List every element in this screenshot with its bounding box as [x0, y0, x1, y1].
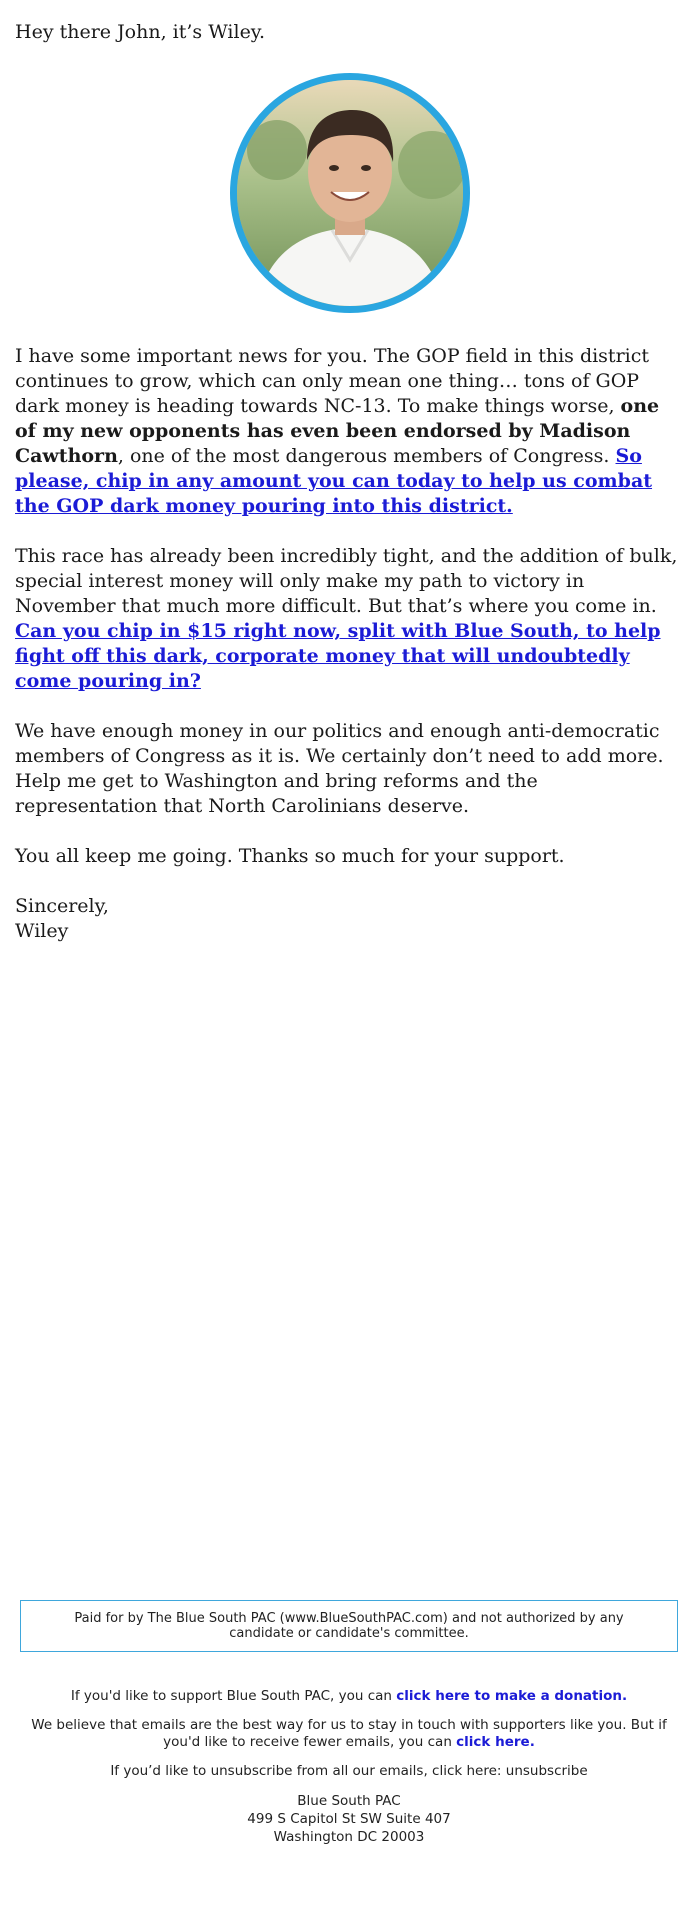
spacer: [15, 869, 685, 894]
org-name: Blue South PAC: [297, 1793, 401, 1809]
support-line: [20, 1688, 678, 1705]
paragraph-1-text-a: I have some important news for you. The GOP field in this district continues to grow, which can only mean one thing… tons of GOP dark money is heading towards NC-13. To make things worse,: [15, 345, 650, 417]
spacer: [15, 694, 685, 719]
donate-link-2[interactable]: Can you chip in $15 right now, split with Blue South, to help fight off this dark, corporate money that will undoubtedly come pouring in?: [15, 620, 661, 692]
paragraph-2: [15, 544, 685, 694]
unsubscribe-line: [20, 1763, 678, 1780]
paid-for-disclaimer: [20, 1600, 678, 1652]
photo-container: [15, 73, 685, 313]
paragraph-3: We have enough money in our politics and enough anti-democratic members of Congress as it is. We certainly don’t need to add more. Help me get to Washington and bring reforms and the representation that North Carolinians deserve.: [15, 720, 664, 817]
paragraph-4: You all keep me going. Thanks so much for your support.: [15, 845, 565, 867]
candidate-photo: [230, 73, 470, 313]
email-body: [0, 20, 700, 944]
closing: Sincerely,: [15, 895, 109, 917]
paragraph-2-text: This race has already been incredibly tight, and the addition of bulk, special interest money will only make my path to victory in November that much more difficult. But that’s where you come in.: [15, 545, 678, 617]
spacer: [15, 519, 685, 544]
donate-link-1[interactable]: So please, chip in any amount you can today to help us combat the GOP dark money pouring into this district.: [15, 445, 653, 517]
fewer-emails-link[interactable]: click here.: [456, 1734, 535, 1750]
unsubscribe-text: If you’d like to unsubscribe from all our emails, click here:: [110, 1763, 506, 1779]
paragraph-1-text-b: , one of the most dangerous members of Congress.: [117, 445, 616, 467]
address-line-2: Washington DC 20003: [273, 1829, 425, 1845]
greeting: Hey there John, it’s Wiley.: [15, 21, 266, 43]
spacer: [15, 819, 685, 844]
paragraph-1-bold: one of my new opponents has even been endorsed by Madison Cawthorn: [15, 395, 660, 467]
unsubscribe-link[interactable]: unsubscribe: [505, 1763, 588, 1779]
address-line-1: 499 S Capitol St SW Suite 407: [247, 1811, 451, 1827]
disclaimer-text: Paid for by The Blue South PAC (www.BlueSouthPAC.com) and not authorized by any candidate or candidate's committee.: [74, 1611, 624, 1641]
paragraph-1: [15, 344, 685, 519]
fewer-emails-line: [20, 1717, 678, 1751]
fewer-emails-text: We believe that emails are the best way for us to stay in touch with supporters like you. But if you'd like to receive fewer emails, you can: [31, 1717, 667, 1750]
support-text: If you'd like to support Blue South PAC, you can: [70, 1688, 397, 1704]
signature: Wiley: [15, 920, 69, 942]
email-footer: [20, 1688, 678, 1846]
donation-link[interactable]: click here to make a donation.: [396, 1688, 628, 1704]
candidate-portrait-illustration: [237, 80, 463, 306]
mailing-address: [20, 1792, 678, 1846]
